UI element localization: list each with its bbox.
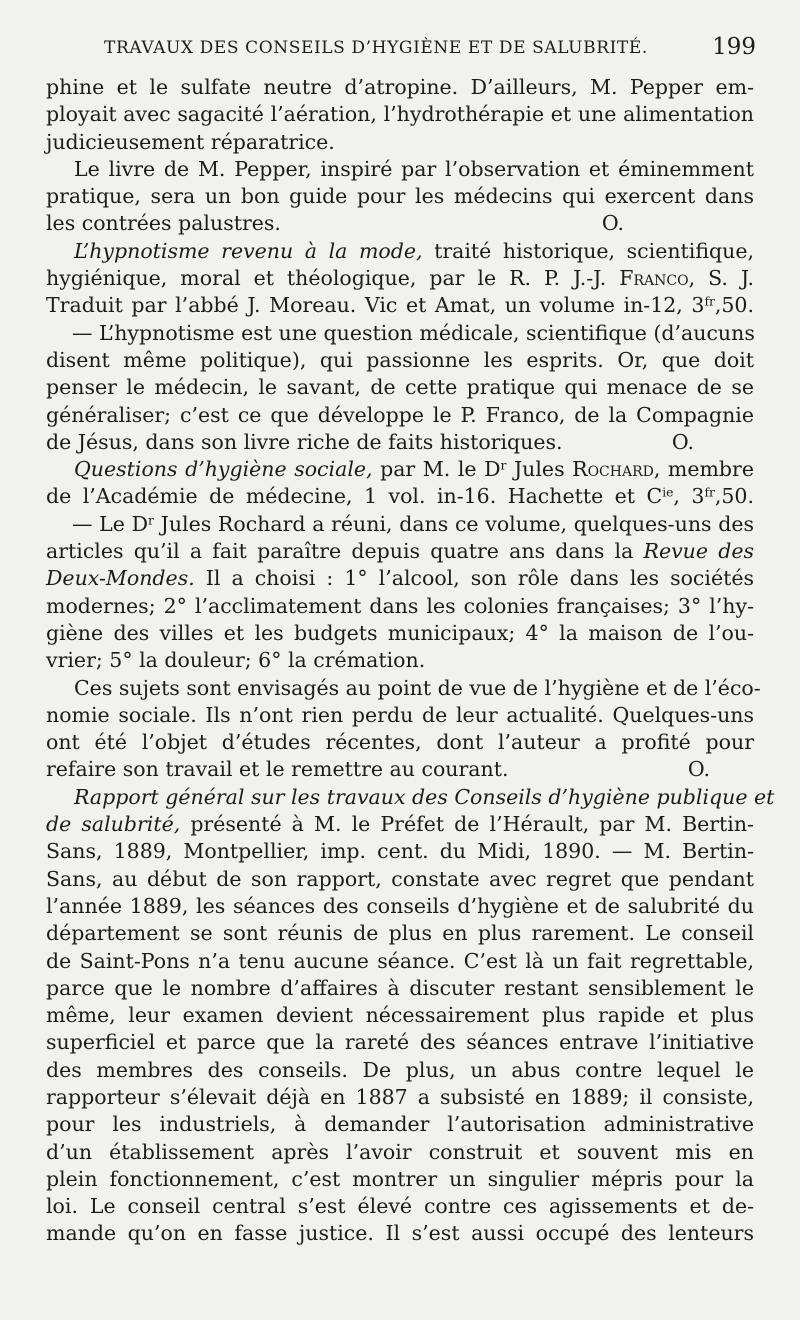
text-line: même, leur examen devient nécessairement plus rapide et plus (46, 1003, 754, 1028)
line-text: traité historique, scientifique, (422, 238, 754, 263)
page-number: 199 (712, 34, 756, 60)
text-line (46, 784, 775, 811)
text-line: pratique, sera un bon guide pour les médecins qui exercent dans (46, 184, 754, 209)
line-text: , 3 (673, 484, 705, 509)
text-line: de Saint-Pons n’a tenu aucune séance. C’est là un fait regrettable, (46, 948, 754, 973)
line-text: articles qu’il a fait paraître depuis quatre ans dans la (46, 539, 644, 564)
text-line: l’année 1889, les séances des conseils d’hygiène et de salubrité du (46, 893, 754, 918)
line-text: ,50. (714, 293, 754, 318)
text-line: nomie sociale. Ils n’ont rien perdu de leur actualité. Quelques-uns (46, 702, 754, 727)
book-title: Questions d’hygiène sociale, (74, 457, 373, 482)
text-line (46, 756, 754, 783)
superscript: r (148, 513, 154, 527)
text-line: — L’hypnotisme est une question médicale, scientifique (d’aucuns (72, 320, 755, 345)
text-line: disent même politique), qui passionne les esprits. Or, que doit (46, 347, 754, 372)
text-line (46, 238, 754, 265)
line-text: ,50. (714, 484, 754, 509)
line-text: Traduit par l’abbé J. Moreau. Vic et Amat, un volume in-12, 3 (46, 293, 705, 318)
line-text: par M. le D (372, 457, 501, 482)
line-text: les contrées palustres. (46, 211, 281, 236)
text-line (46, 456, 754, 483)
superscript: r (500, 458, 507, 473)
line-text: — Le D (72, 511, 149, 536)
superscript: fr (704, 294, 715, 309)
text-line: superficiel et parce que la rareté des séances entrave l’initiative (46, 1030, 754, 1055)
text-line (46, 265, 754, 292)
line-text: hygiénique, moral et théologique, par le R. P. J.-J. (46, 266, 620, 291)
text-line: Sans, 1889, Montpellier, imp. cent. du Midi, 1890. — M. Bertin- (46, 839, 754, 864)
text-line: des membres des conseils. De plus, un abus contre lequel le (46, 1057, 754, 1082)
text-line: vrier; 5° la douleur; 6° la crémation. (46, 648, 426, 673)
text-line: loi. Le conseil central s’est élevé contre ces agissements et de- (46, 1194, 754, 1219)
text-line: mande qu’on en fasse justice. Il s’est aussi occupé des lenteurs (46, 1221, 754, 1246)
text-line: pour les industriels, à demander l’autorisation administrative (46, 1112, 754, 1137)
superscript: ie (662, 485, 674, 500)
text-line: Le livre de M. Pepper, inspiré par l’observation et éminemment (74, 156, 754, 181)
text-line (46, 210, 754, 237)
line-text: Jules Rochard a réuni, dans ce volume, quelques-uns des (153, 511, 754, 536)
text-line: d’un établissement après l’avoir construit et souvent mis en (46, 1139, 754, 1164)
text-line: ont été l’objet d’études récentes, dont l’auteur a profité pour (46, 730, 754, 755)
text-line (46, 429, 754, 456)
text-line: Sans, au début de son rapport, constate avec regret que pendant (46, 866, 754, 891)
line-text: de l’Académie de médecine, 1 vol. in-16. Hachette et C (46, 484, 663, 509)
book-title: L’hypnotisme revenu à la mode, (74, 238, 423, 263)
text-line: Ces sujets sont envisagés au point de vue de l’hygiène et de l’éco- (74, 675, 761, 700)
reviewer-signature: O. (687, 757, 710, 782)
running-title: TRAVAUX DES CONSEILS D’HYGIÈNE ET DE SALUBRITÉ. (104, 38, 648, 58)
report-title: Rapport général sur les travaux des Conseils d’hygiène publique et (74, 784, 775, 809)
text-line: penser le médecin, le savant, de cette pratique qui menace de se (46, 375, 754, 400)
text-line: plein fonctionnement, c’est montrer un singulier mépris pour la (46, 1166, 754, 1191)
text-line (46, 538, 754, 565)
author-name: Franco (619, 266, 689, 291)
line-text: , membre (653, 457, 754, 482)
text-line: parce que le nombre d’affaires à discuter restant sensiblement le (46, 975, 754, 1000)
line-text: , S. J. (688, 266, 754, 291)
text-line (46, 292, 754, 319)
line-text: Il a choisi : 1° l’alcool, son rôle dans les sociétés (194, 566, 754, 591)
text-line (46, 811, 754, 838)
line-text: Jules (506, 457, 573, 482)
line-text: de Jésus, dans son livre riche de faits historiques. (46, 429, 563, 454)
line-text: refaire son travail et le remettre au courant. (46, 757, 509, 782)
reviewer-signature: O. (671, 429, 694, 454)
text-line: département se sont réunis de plus en plus rarement. Le conseil (46, 921, 754, 946)
text-line: rapporteur s’élevait déjà en 1887 a subsisté en 1889; il consiste, (46, 1084, 754, 1109)
text-line (46, 511, 754, 538)
text-line: judicieusement réparatrice. (46, 129, 335, 154)
text-line: giène des villes et les budgets municipaux; 4° la maison de l’ou- (46, 620, 754, 645)
text-line: phine et le sulfate neutre d’atropine. D’ailleurs, M. Pepper em- (46, 75, 754, 99)
text-line: ployait avec sagacité l’aération, l’hydrothérapie et une alimentation (46, 102, 754, 127)
reviewer-signature: O. (601, 211, 624, 236)
line-text: présenté à M. le Préfet de l’Hérault, par M. Bertin- (180, 812, 754, 837)
superscript: fr (704, 485, 715, 500)
page-body (46, 74, 775, 1248)
author-name: Rochard (572, 457, 654, 482)
text-line (46, 483, 754, 510)
journal-title: Deux-Mondes. (46, 566, 195, 591)
text-line: généraliser; c’est ce que développe le P. Franco, de la Compagnie (46, 402, 754, 427)
journal-title: Revue des (643, 539, 754, 564)
text-line (46, 565, 754, 592)
report-title: de salubrité, (46, 812, 181, 837)
text-line: modernes; 2° l’acclimatement dans les colonies françaises; 3° l’hy- (46, 593, 754, 618)
